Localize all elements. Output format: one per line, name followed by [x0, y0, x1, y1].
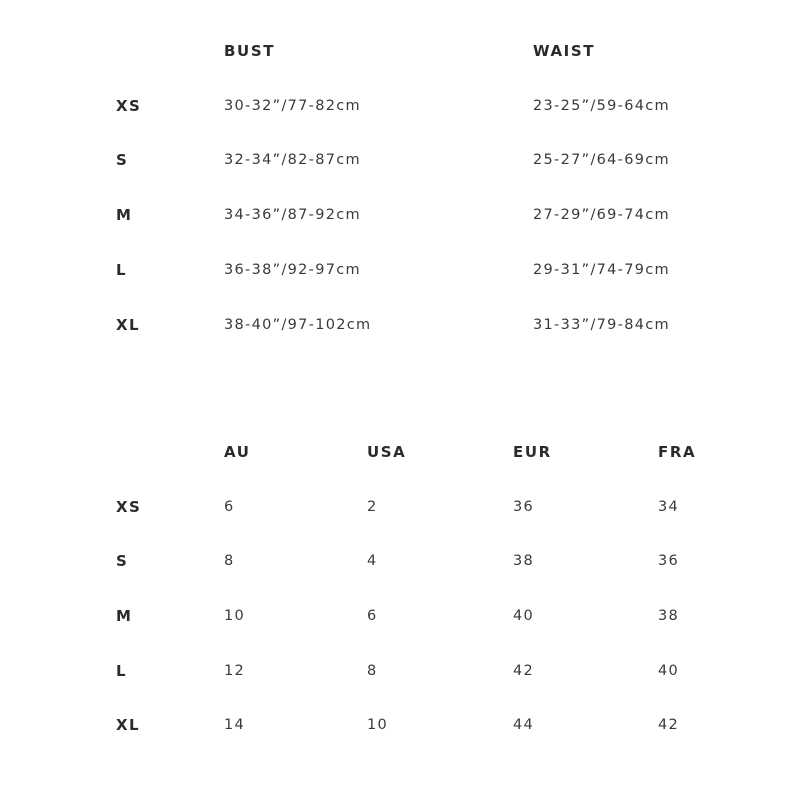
waist-value: 25-27”/64-69cm: [533, 152, 670, 168]
bust-value: 34-36”/87-92cm: [224, 207, 361, 223]
size-label: L: [116, 261, 127, 279]
size-label: XS: [116, 498, 142, 516]
au-value: 14: [224, 717, 246, 733]
au-value: 12: [224, 663, 246, 679]
size-label: XL: [116, 716, 140, 734]
eur-value: 36: [513, 499, 535, 515]
bust-value: 36-38”/92-97cm: [224, 262, 361, 278]
fra-value: 42: [658, 717, 680, 733]
eur-value: 40: [513, 608, 535, 624]
column-header-bust: BUST: [224, 42, 276, 60]
bust-value: 32-34”/82-87cm: [224, 152, 361, 168]
size-label: S: [116, 552, 129, 570]
waist-value: 23-25”/59-64cm: [533, 98, 670, 114]
usa-value: 2: [367, 499, 378, 515]
waist-value: 31-33”/79-84cm: [533, 317, 670, 333]
waist-value: 27-29”/69-74cm: [533, 207, 670, 223]
column-header-usa: USA: [367, 443, 407, 461]
usa-value: 10: [367, 717, 389, 733]
eur-value: 42: [513, 663, 535, 679]
fra-value: 34: [658, 499, 680, 515]
size-label: L: [116, 662, 127, 680]
usa-value: 8: [367, 663, 378, 679]
fra-value: 38: [658, 608, 680, 624]
usa-value: 6: [367, 608, 378, 624]
size-label: XS: [116, 97, 142, 115]
au-value: 6: [224, 499, 235, 515]
waist-value: 29-31”/74-79cm: [533, 262, 670, 278]
fra-value: 36: [658, 553, 680, 569]
fra-value: 40: [658, 663, 680, 679]
column-header-eur: EUR: [513, 443, 552, 461]
au-value: 8: [224, 553, 235, 569]
column-header-waist: WAIST: [533, 42, 596, 60]
eur-value: 38: [513, 553, 535, 569]
au-value: 10: [224, 608, 246, 624]
bust-value: 30-32”/77-82cm: [224, 98, 361, 114]
size-label: M: [116, 607, 133, 625]
bust-value: 38-40”/97-102cm: [224, 317, 372, 333]
column-header-au: AU: [224, 443, 251, 461]
usa-value: 4: [367, 553, 378, 569]
column-header-fra: FRA: [658, 443, 697, 461]
size-label: M: [116, 206, 133, 224]
size-label: S: [116, 151, 129, 169]
size-label: XL: [116, 316, 140, 334]
eur-value: 44: [513, 717, 535, 733]
